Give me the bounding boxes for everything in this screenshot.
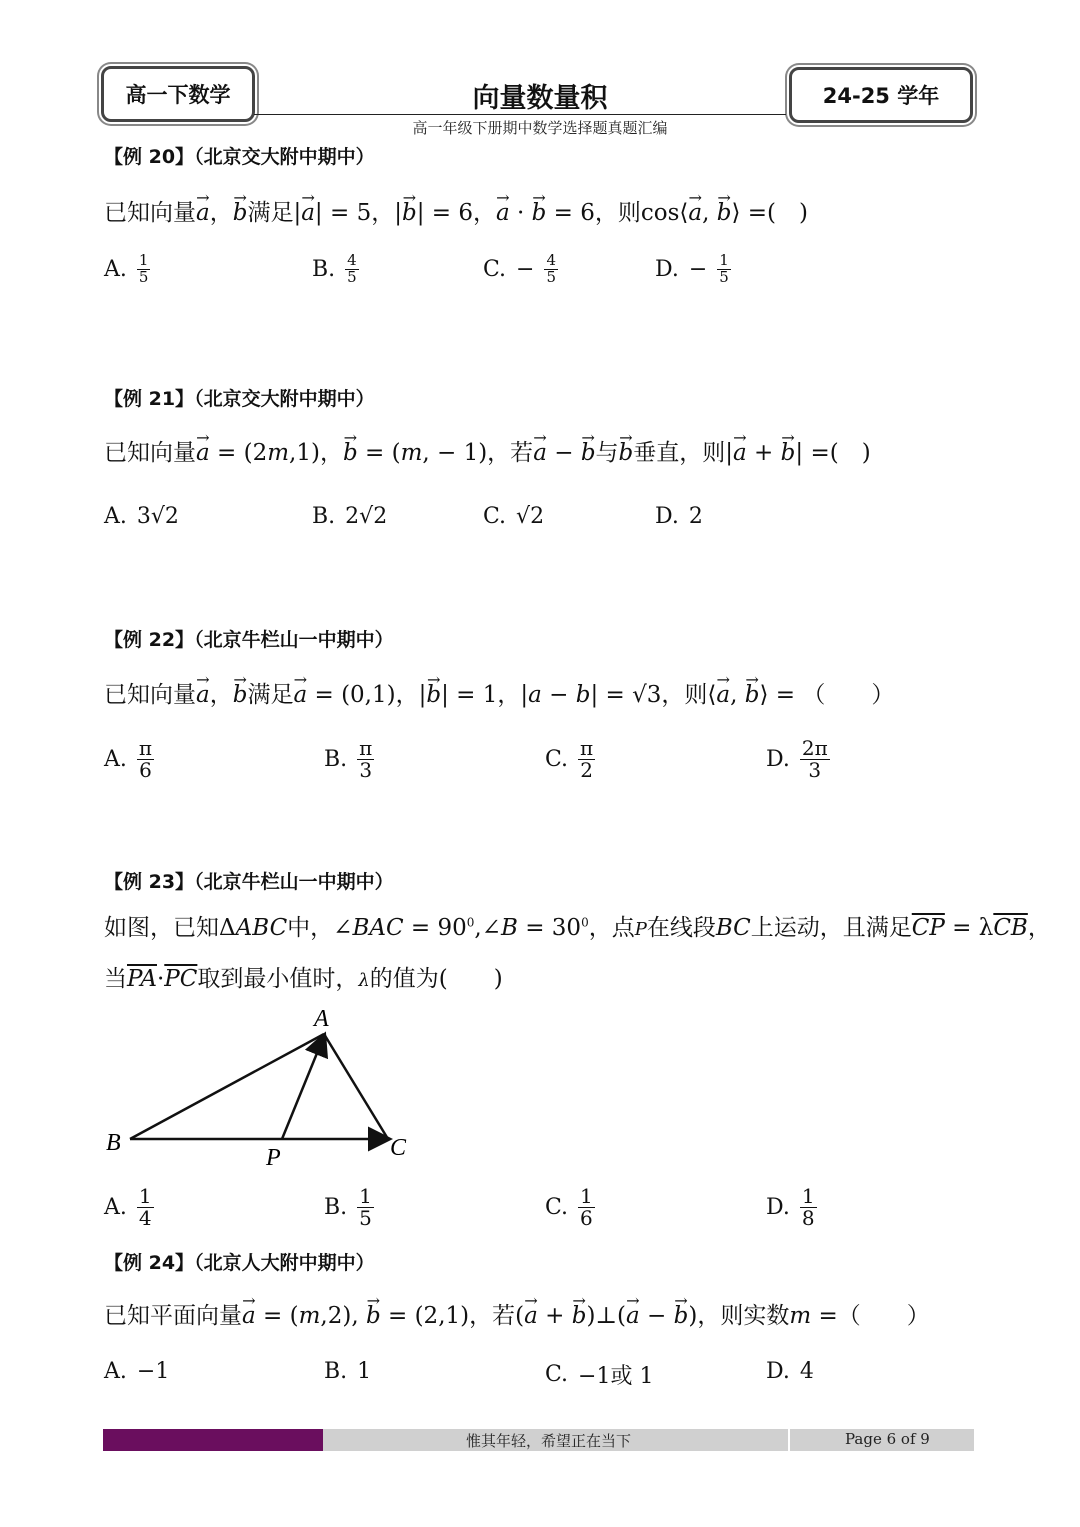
example-21-heading xyxy=(104,384,375,411)
segment-pa xyxy=(282,1036,324,1139)
page-number: Page 6 of 9 xyxy=(845,1430,930,1448)
example-23-stem-line2: 当$\overline{PA}\cdot\overline{PC}$取到最小值时，λ的值为( ) xyxy=(104,966,503,992)
example-21-stem: 已知向量a → = (2m,1)，b → = (m, − 1)，若a → − b →与b →垂直，则|a → + b →| =( ) xyxy=(104,434,871,467)
option-letter: C. xyxy=(483,256,507,282)
option-b[interactable]: B. 2√2 xyxy=(312,504,388,529)
example-label: 【例 22】 xyxy=(104,629,195,651)
segment-ac xyxy=(324,1034,388,1139)
option-d[interactable]: D. $\frac{1}{8}$ xyxy=(766,1184,815,1230)
option-d[interactable]: D. 4 xyxy=(766,1359,814,1384)
fraction: $\frac{2\pi}{3}$ xyxy=(801,736,828,782)
fraction: $\frac{4}{5}$ xyxy=(546,251,557,286)
option-a[interactable]: A. −1 xyxy=(104,1359,170,1384)
year-badge xyxy=(789,67,973,123)
page-subtitle: 高一年级下册期中数学选择题真题汇编 xyxy=(412,119,668,137)
fraction: $\frac{\pi}{2}$ xyxy=(580,736,594,782)
option-b[interactable]: B. $\frac{1}{5}$ xyxy=(324,1184,372,1230)
fraction: $\frac{1}{5}$ xyxy=(359,1184,372,1230)
example-label: 【例 21】 xyxy=(104,388,195,410)
minus-sign: − xyxy=(516,256,535,282)
example-source: （北京牛栏山一中期中） xyxy=(194,871,394,893)
footer-motto: 惟其年轻，希望正在当下 xyxy=(466,1432,632,1450)
option-c[interactable] xyxy=(483,253,558,286)
option-a[interactable]: A. 3√2 xyxy=(104,504,179,529)
example-20-stem: 已知向量a →，b →满足|a →| = 5，|b →| = 6，a → · b → = 6，则cos⟨a →, b →⟩ =( ) xyxy=(104,194,808,227)
fraction: $\frac{4}{5}$ xyxy=(347,251,357,286)
option-letter: D. xyxy=(655,256,679,282)
triangle-figure xyxy=(100,1000,420,1172)
label-a: A xyxy=(314,1006,329,1032)
option-c[interactable]: C. $\frac{1}{6}$ xyxy=(545,1184,593,1230)
fraction: $\frac{\pi}{3}$ xyxy=(359,736,373,782)
header-rule xyxy=(254,114,786,115)
fraction: $\frac{\pi}{6}$ xyxy=(138,736,153,782)
year-badge-text: 24-25 学年 xyxy=(822,84,940,108)
fraction: $\frac{1}{8}$ xyxy=(801,1184,815,1230)
option-b[interactable] xyxy=(312,253,359,286)
option-letter: B. xyxy=(312,256,336,282)
fraction: $\frac{1}{6}$ xyxy=(580,1184,593,1230)
example-source: （北京交大附中期中） xyxy=(194,388,375,410)
segment-ba xyxy=(130,1034,324,1139)
option-letter: A. xyxy=(104,256,127,282)
fraction: $\frac{1}{5}$ xyxy=(719,251,729,286)
example-22-heading xyxy=(104,625,394,652)
example-23-heading xyxy=(104,867,394,894)
example-23-stem-line1: 如图，已知ΔABC中，∠BAC = $90^0,\angle B = 30^0$，点P在线段BC上运动，且满足$\overline{CP} = \lambda\overline{CB}$， xyxy=(104,915,1051,941)
label-b: B xyxy=(106,1130,121,1156)
option-d[interactable]: D. 2 xyxy=(655,504,703,529)
example-20-heading xyxy=(104,142,375,169)
option-a[interactable]: A. $\frac{1}{4}$ xyxy=(104,1184,152,1230)
footer-accent-bar xyxy=(103,1429,323,1451)
course-badge-text: 高一下数学 xyxy=(125,83,231,107)
fraction: $\frac{1}{4}$ xyxy=(138,1184,152,1230)
fraction: $\frac{1}{5}$ xyxy=(138,251,149,286)
option-c[interactable]: C. $\frac{\pi}{2}$ xyxy=(545,736,594,782)
example-22-stem: 已知向量a →，b →满足a → = (0,1)，|b →| = 1，|a − b| = √3，则⟨a →, b →⟩ = （ ） xyxy=(104,676,894,709)
minus-sign: − xyxy=(688,256,708,282)
example-source: （北京牛栏山一中期中） xyxy=(194,629,394,651)
example-label: 【例 24】 xyxy=(104,1252,195,1274)
option-a[interactable] xyxy=(104,253,150,286)
option-c[interactable]: C. √2 xyxy=(483,504,545,529)
example-24-stem: 已知平面向量a → = (m,2), b → = (2,1)，若(a → + b →)⊥(a → − b →)，则实数m =（ ） xyxy=(104,1297,930,1330)
example-source: （北京交大附中期中） xyxy=(194,146,375,168)
example-24-heading xyxy=(104,1248,375,1275)
page-title: 向量数量积 xyxy=(472,83,608,114)
option-a[interactable]: A. $\frac{\pi}{6}$ xyxy=(104,736,153,782)
example-label: 【例 20】 xyxy=(104,146,195,168)
example-source: （北京人大附中期中） xyxy=(194,1252,375,1274)
label-c: C xyxy=(390,1135,407,1161)
footer-divider xyxy=(788,1429,790,1451)
option-d[interactable] xyxy=(655,253,731,286)
option-b[interactable]: B. 1 xyxy=(324,1359,372,1384)
label-p: P xyxy=(266,1145,281,1171)
example-label: 【例 23】 xyxy=(104,871,195,893)
option-b[interactable]: B. $\frac{\pi}{3}$ xyxy=(324,736,373,782)
option-c[interactable]: C. −1或 1 xyxy=(545,1362,654,1389)
option-d[interactable]: D. $\frac{2\pi}{3}$ xyxy=(766,736,828,782)
